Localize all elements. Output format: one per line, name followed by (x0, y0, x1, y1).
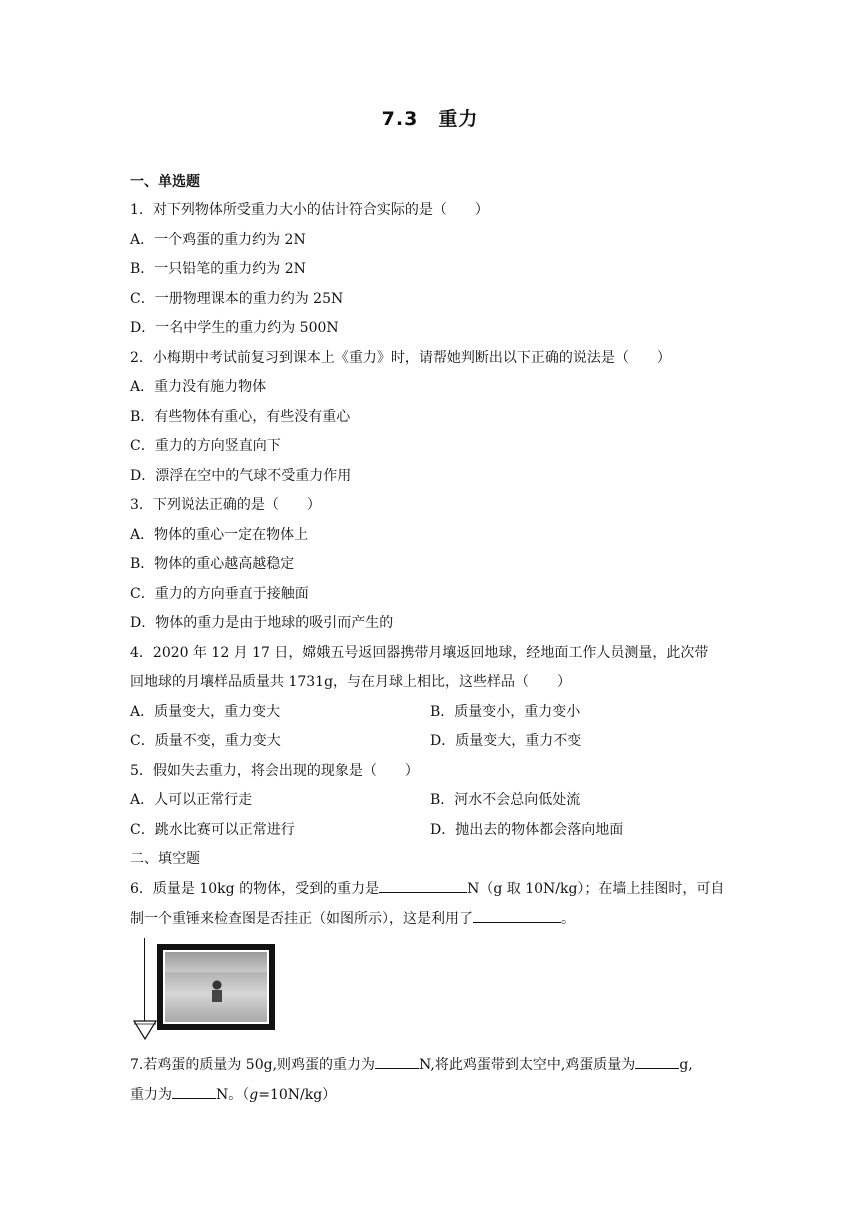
question-5-stem: 5．假如失去重力，将会出现的现象是（ ） (130, 763, 419, 779)
person-silhouette (209, 980, 225, 1002)
question-1-option-a: A．一个鸡蛋的重力约为 2N (130, 232, 306, 248)
question-6-text-c: 制一个重锤来检查图是否挂正（如图所示），这是利用了 (130, 911, 473, 927)
question-7-text-a: 7.若鸡蛋的质量为 50g,则鸡蛋的重力为 (130, 1057, 376, 1073)
question-6-text-b: N（g 取 10N/kg）；在墙上挂图时，可自 (467, 881, 725, 897)
picture-frame (157, 944, 275, 1030)
plumb-bob-icon (133, 1020, 157, 1040)
question-4-option-c: C．质量不变，重力变大 (130, 733, 281, 749)
question-4-option-d: D．质量变大，重力不变 (430, 733, 582, 749)
question-7-line-2 (130, 1084, 336, 1105)
question-6-text-d: 。 (561, 911, 575, 927)
question-4-option-b: B．质量变小，重力变小 (430, 704, 581, 720)
question-7-text-b: N,将此鸡蛋带到太空中,鸡蛋质量为 (419, 1057, 636, 1073)
question-2-option-a: A．重力没有施力物体 (130, 379, 267, 395)
question-4-stem-line-1: 4．2020 年 12 月 17 日，嫦娥五号返回器携带月壤返回地球，经地面工作人员测量，此次带 (130, 645, 709, 661)
question-1-option-d: D．一名中学生的重力约为 500N (130, 320, 339, 336)
question-3-stem: 3．下列说法正确的是（ ） (130, 497, 321, 513)
question-7-line-1 (130, 1054, 693, 1075)
answer-blank[interactable] (635, 1054, 679, 1069)
question-7-text-c: g, (679, 1057, 693, 1073)
question-7-text-e: N。（ (216, 1087, 250, 1103)
question-2-option-d: D．漂浮在空中的气球不受重力作用 (130, 468, 352, 484)
page-title: 7.3 重力 (381, 108, 479, 130)
question-4-stem-line-2: 回地球的月壤样品质量共 1731g，与在月球上相比，这些样品（ ） (130, 674, 572, 690)
question-5-option-d: D．抛出去的物体都会落向地面 (430, 822, 624, 838)
question-1-option-b: B．一只铅笔的重力约为 2N (130, 261, 306, 277)
question-1-stem: 1．对下列物体所受重力大小的估计符合实际的是（ ） (130, 202, 489, 218)
question-2-stem: 2．小梅期中考试前复习到课本上《重力》时，请帮她判断出以下正确的说法是（ ） (130, 350, 671, 366)
section-heading-single-choice: 一、单选题 (130, 174, 200, 190)
question-6-text-a: 6．质量是 10kg 的物体，受到的重力是 (130, 881, 380, 897)
answer-blank[interactable] (375, 1054, 419, 1069)
question-3-option-d: D．物体的重力是由于地球的吸引而产生的 (130, 615, 394, 631)
question-3-option-c: C．重力的方向垂直于接触面 (130, 586, 309, 602)
question-3-option-a: A．物体的重心一定在物体上 (130, 527, 309, 543)
question-7-g-symbol: g (249, 1087, 259, 1103)
answer-blank[interactable] (473, 908, 561, 923)
answer-blank[interactable] (172, 1084, 216, 1099)
question-1-option-c: C．一册物理课本的重力约为 25N (130, 291, 344, 307)
question-7-text-f: =10N/kg） (258, 1087, 337, 1103)
question-4-option-a: A．质量变大，重力变大 (130, 704, 281, 720)
question-2-option-b: B．有些物体有重心，有些没有重心 (130, 409, 351, 425)
question-5-option-c: C．跳水比赛可以正常进行 (130, 822, 295, 838)
question-6-line-2 (130, 908, 575, 929)
plumb-string (144, 938, 145, 1028)
question-6-line-1 (130, 878, 724, 899)
plumb-bob-figure (130, 938, 275, 1040)
answer-blank[interactable] (379, 878, 467, 893)
question-2-option-c: C．重力的方向竖直向下 (130, 438, 281, 454)
question-3-option-b: B．物体的重心越高越稳定 (130, 556, 295, 572)
question-7-text-d: 重力为 (130, 1087, 172, 1103)
section-heading-fill-in: 二、填空题 (130, 851, 200, 867)
question-5-option-a: A．人可以正常行走 (130, 792, 253, 808)
beach-photo (163, 950, 269, 1024)
question-5-option-b: B．河水不会总向低处流 (430, 792, 581, 808)
